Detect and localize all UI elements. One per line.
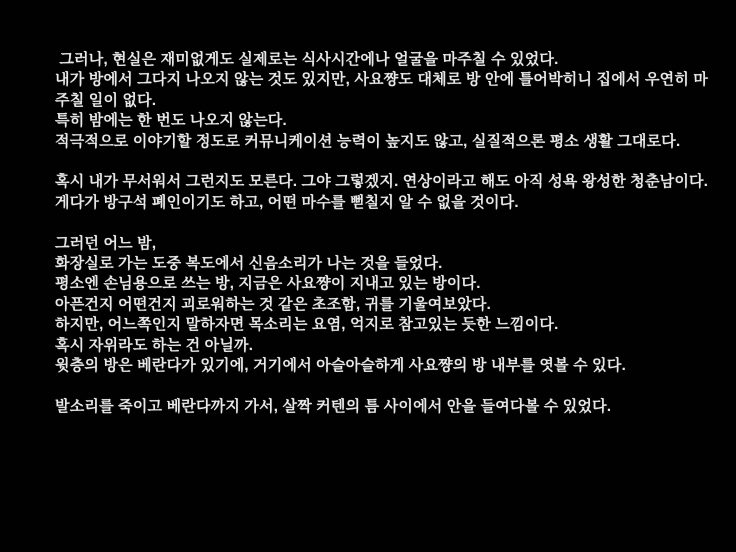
text-line: 혹시 내가 무서워서 그런지도 모른다. 그야 그렇겠지. 연상이라고 해도 아직 성욕 왕성한 청춘남이다. xyxy=(55,173,709,191)
text-line: 그러나, 현실은 재미없게도 실제로는 식사시간에나 얼굴을 마주칠 수 있었다. xyxy=(55,51,559,68)
text-line: 윗층의 방은 베란다가 있기에, 거기에서 아슬아슬하게 사요쨩의 방 내부를 엿볼 수 있다. xyxy=(55,357,626,375)
blank-line xyxy=(55,213,718,233)
text-line: 적극적으로 이야기할 정도로 커뮤니케이션 능력이 높지도 않고, 실질적으론 평소 생활 그대로다. xyxy=(55,132,681,150)
text-line: 평소엔 손님용으로 쓰는 방, 지금은 사요쨩이 지내고 있는 방이다. xyxy=(55,275,481,293)
text-line: 특히 밤에는 한 번도 나오지 않는다. xyxy=(55,112,287,130)
text-line: 게다가 방구석 폐인이기도 하고, 어떤 마수를 뻗칠지 알 수 없을 것이다. xyxy=(55,193,519,211)
text-line: 아픈건지 어떤건지 괴로워하는 것 같은 초조함, 귀를 기울여보았다. xyxy=(55,295,491,313)
blank-line xyxy=(55,377,718,397)
text-line: 하지만, 어느쪽인지 말하자면 목소리는 요염, 억지로 참고있는 듯한 느낌이다. xyxy=(55,316,559,334)
blank-line xyxy=(55,152,718,172)
text-line: 내가 방에서 그다지 나오지 않는 것도 있지만, 사요쨩도 대체로 방 안에 틀어박히니 집에서 우연히 마주칠 일이 없다. xyxy=(55,71,709,109)
text-line: 혹시 자위라도 하는 건 아닐까. xyxy=(55,336,254,354)
text-line: 화장실로 가는 도중 복도에서 신음소리가 나는 것을 들었다. xyxy=(55,255,443,273)
text-line: 그러던 어느 밤, xyxy=(55,234,157,252)
text-line: 발소리를 죽이고 베란다까지 가서, 살짝 커텐의 틈 사이에서 안을 들여다볼 수 있었다. xyxy=(55,397,612,415)
